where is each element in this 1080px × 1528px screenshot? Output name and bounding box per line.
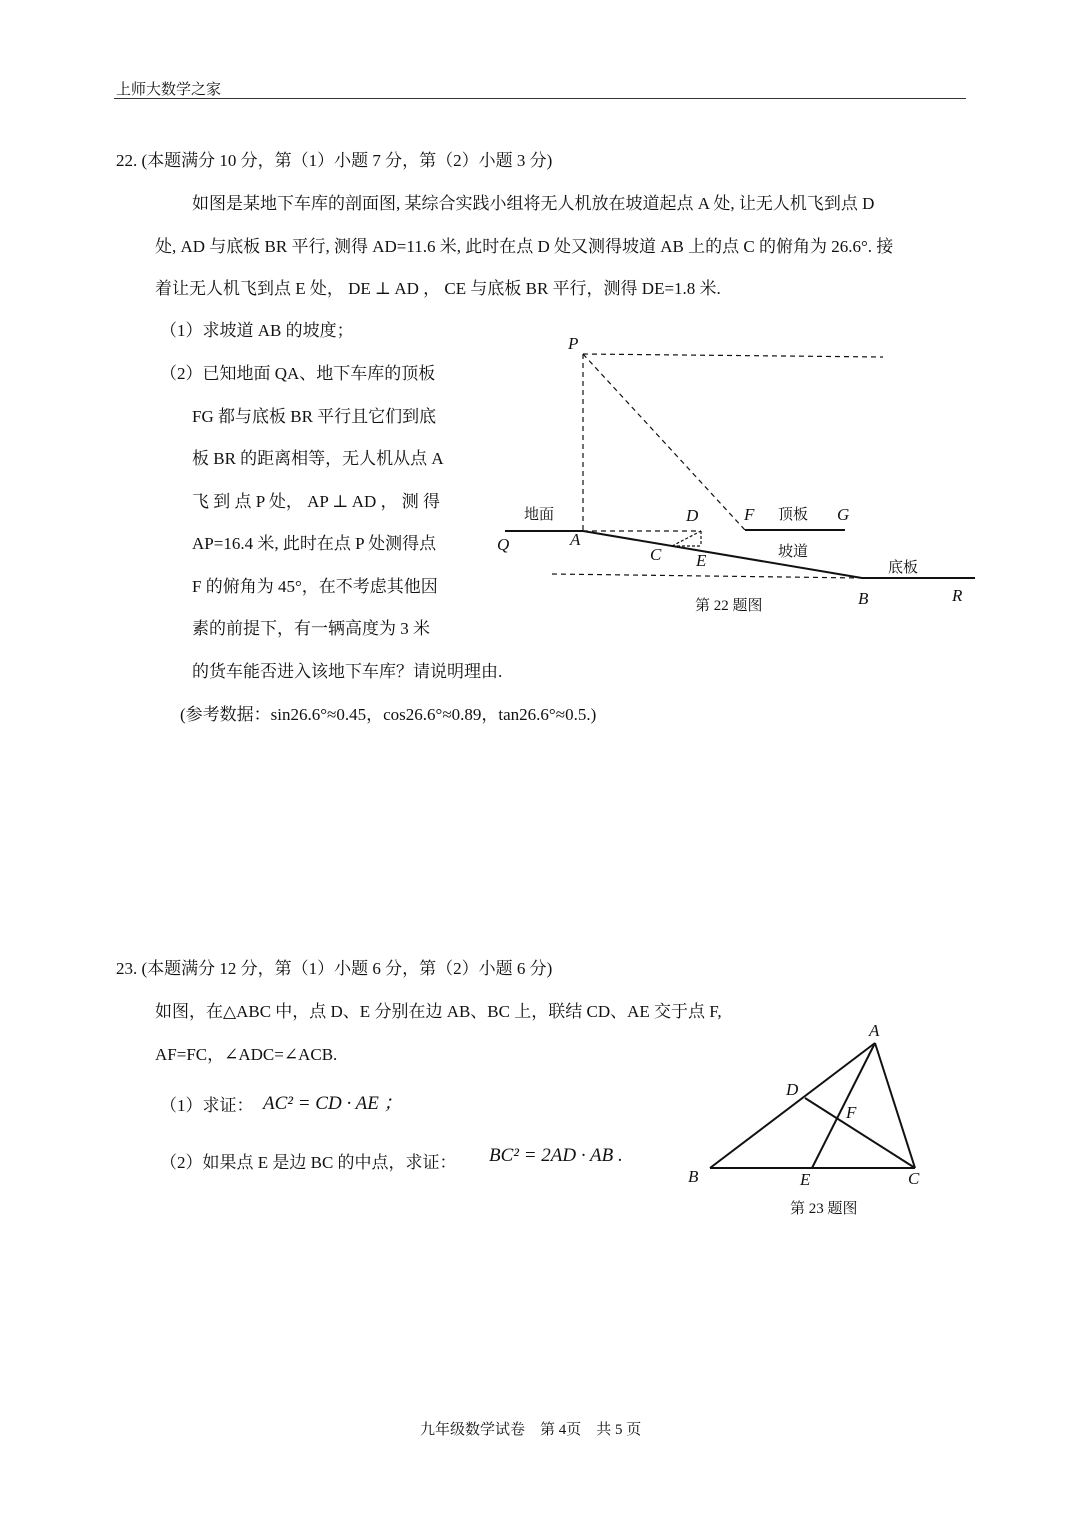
q23-part1-text: （1）求证： — [160, 1096, 254, 1115]
page-header: 上师大数学之家 — [116, 82, 222, 98]
label-r: R — [952, 586, 963, 605]
label-a: A — [570, 530, 581, 549]
line-ae — [812, 1043, 875, 1168]
q22-para2: 处, AD 与底板 BR 平行, 测得 AD=11.6 米, 此时在点 D 处又测得坡道 AB 上的点 C 的俯角为 26.6°. 接 — [155, 237, 894, 256]
label-f: F — [846, 1103, 857, 1122]
q22-part2-line: 飞 到 点 P 处， AP ⊥ AD ， 测 得 — [192, 492, 441, 511]
label-b: B — [858, 589, 869, 608]
label-g: G — [837, 505, 850, 524]
q22-part2-line: 的货车能否进入该地下车库？请说明理由. — [192, 662, 503, 681]
line-cd — [805, 1098, 915, 1168]
q23-part2-formula: BC² = 2AD · AB . — [489, 1145, 623, 1166]
label-floor: 底板 — [888, 560, 919, 576]
q22-reference: (参考数据：sin26.6°≈0.45，cos26.6°≈0.89，tan26.6°≈0.5.) — [180, 705, 597, 724]
line-cd — [672, 531, 701, 546]
q22-part2-line: FG 都与底板 BR 平行且它们到底 — [192, 407, 437, 426]
line-pf — [583, 354, 745, 530]
q23-para2: AF=FC，∠ADC=∠ACB. — [155, 1045, 338, 1064]
label-e: E — [800, 1170, 811, 1189]
figure-22-caption: 第 22 题图 — [695, 598, 763, 614]
q22-part2-line: AP=16.4 米, 此时在点 P 处测得点 — [192, 534, 437, 553]
q22-part2-line: F 的俯角为 45°，在不考虑其他因 — [192, 577, 438, 596]
page-footer: 九年级数学试卷 第 4页 共 5 页 — [420, 1422, 642, 1438]
line-ab — [583, 531, 862, 578]
q22-para1: 如图是某地下车库的剖面图, 某综合实践小组将无人机放在坡道起点 A 处, 让无人机飞到点 D — [192, 194, 875, 213]
side-ac — [875, 1043, 915, 1168]
label-c: C — [650, 545, 662, 564]
label-c: C — [908, 1169, 920, 1188]
q22-part2-line: （2）已知地面 QA、地下车库的顶板 — [160, 364, 436, 383]
q22-heading: 22. (本题满分 10 分，第（1）小题 7 分，第（2）小题 3 分) — [116, 151, 553, 170]
q23-para1: 如图，在△ABC 中，点 D、E 分别在边 AB、BC 上，联结 CD、AE 交于点 F, — [155, 1002, 722, 1021]
label-d: D — [686, 506, 699, 525]
q23-heading: 23. (本题满分 12 分，第（1）小题 6 分，第（2）小题 6 分) — [116, 959, 553, 978]
q22-part1: （1）求坡道 AB 的坡度； — [160, 321, 354, 340]
line-bottom-dashed — [552, 574, 862, 578]
label-p: P — [568, 334, 579, 353]
q23-part2-text: （2）如果点 E 是边 BC 的中点，求证： — [160, 1153, 457, 1172]
label-ramp: 坡道 — [778, 544, 809, 560]
label-q: Q — [497, 535, 510, 554]
line-p-horizontal — [583, 354, 883, 357]
label-a: A — [869, 1021, 880, 1040]
label-b: B — [688, 1167, 699, 1186]
q22-part2-line: 板 BR 的距离相等，无人机从点 A — [192, 449, 444, 468]
q23-part1-formula: AC² = CD · AE ； — [263, 1093, 403, 1114]
label-ceiling: 顶板 — [778, 507, 809, 523]
label-e: E — [696, 551, 707, 570]
label-ground: 地面 — [524, 507, 555, 523]
figure-23 — [710, 1043, 915, 1168]
label-f: F — [744, 505, 755, 524]
label-d: D — [786, 1080, 799, 1099]
figure-23-caption: 第 23 题图 — [790, 1201, 858, 1217]
q22-part2-line: 素的前提下，有一辆高度为 3 米 — [192, 619, 430, 638]
q22-para3: 着让无人机飞到点 E 处， DE ⊥ AD ， CE 与底板 BR 平行，测得 DE=1.8 米. — [155, 279, 721, 298]
